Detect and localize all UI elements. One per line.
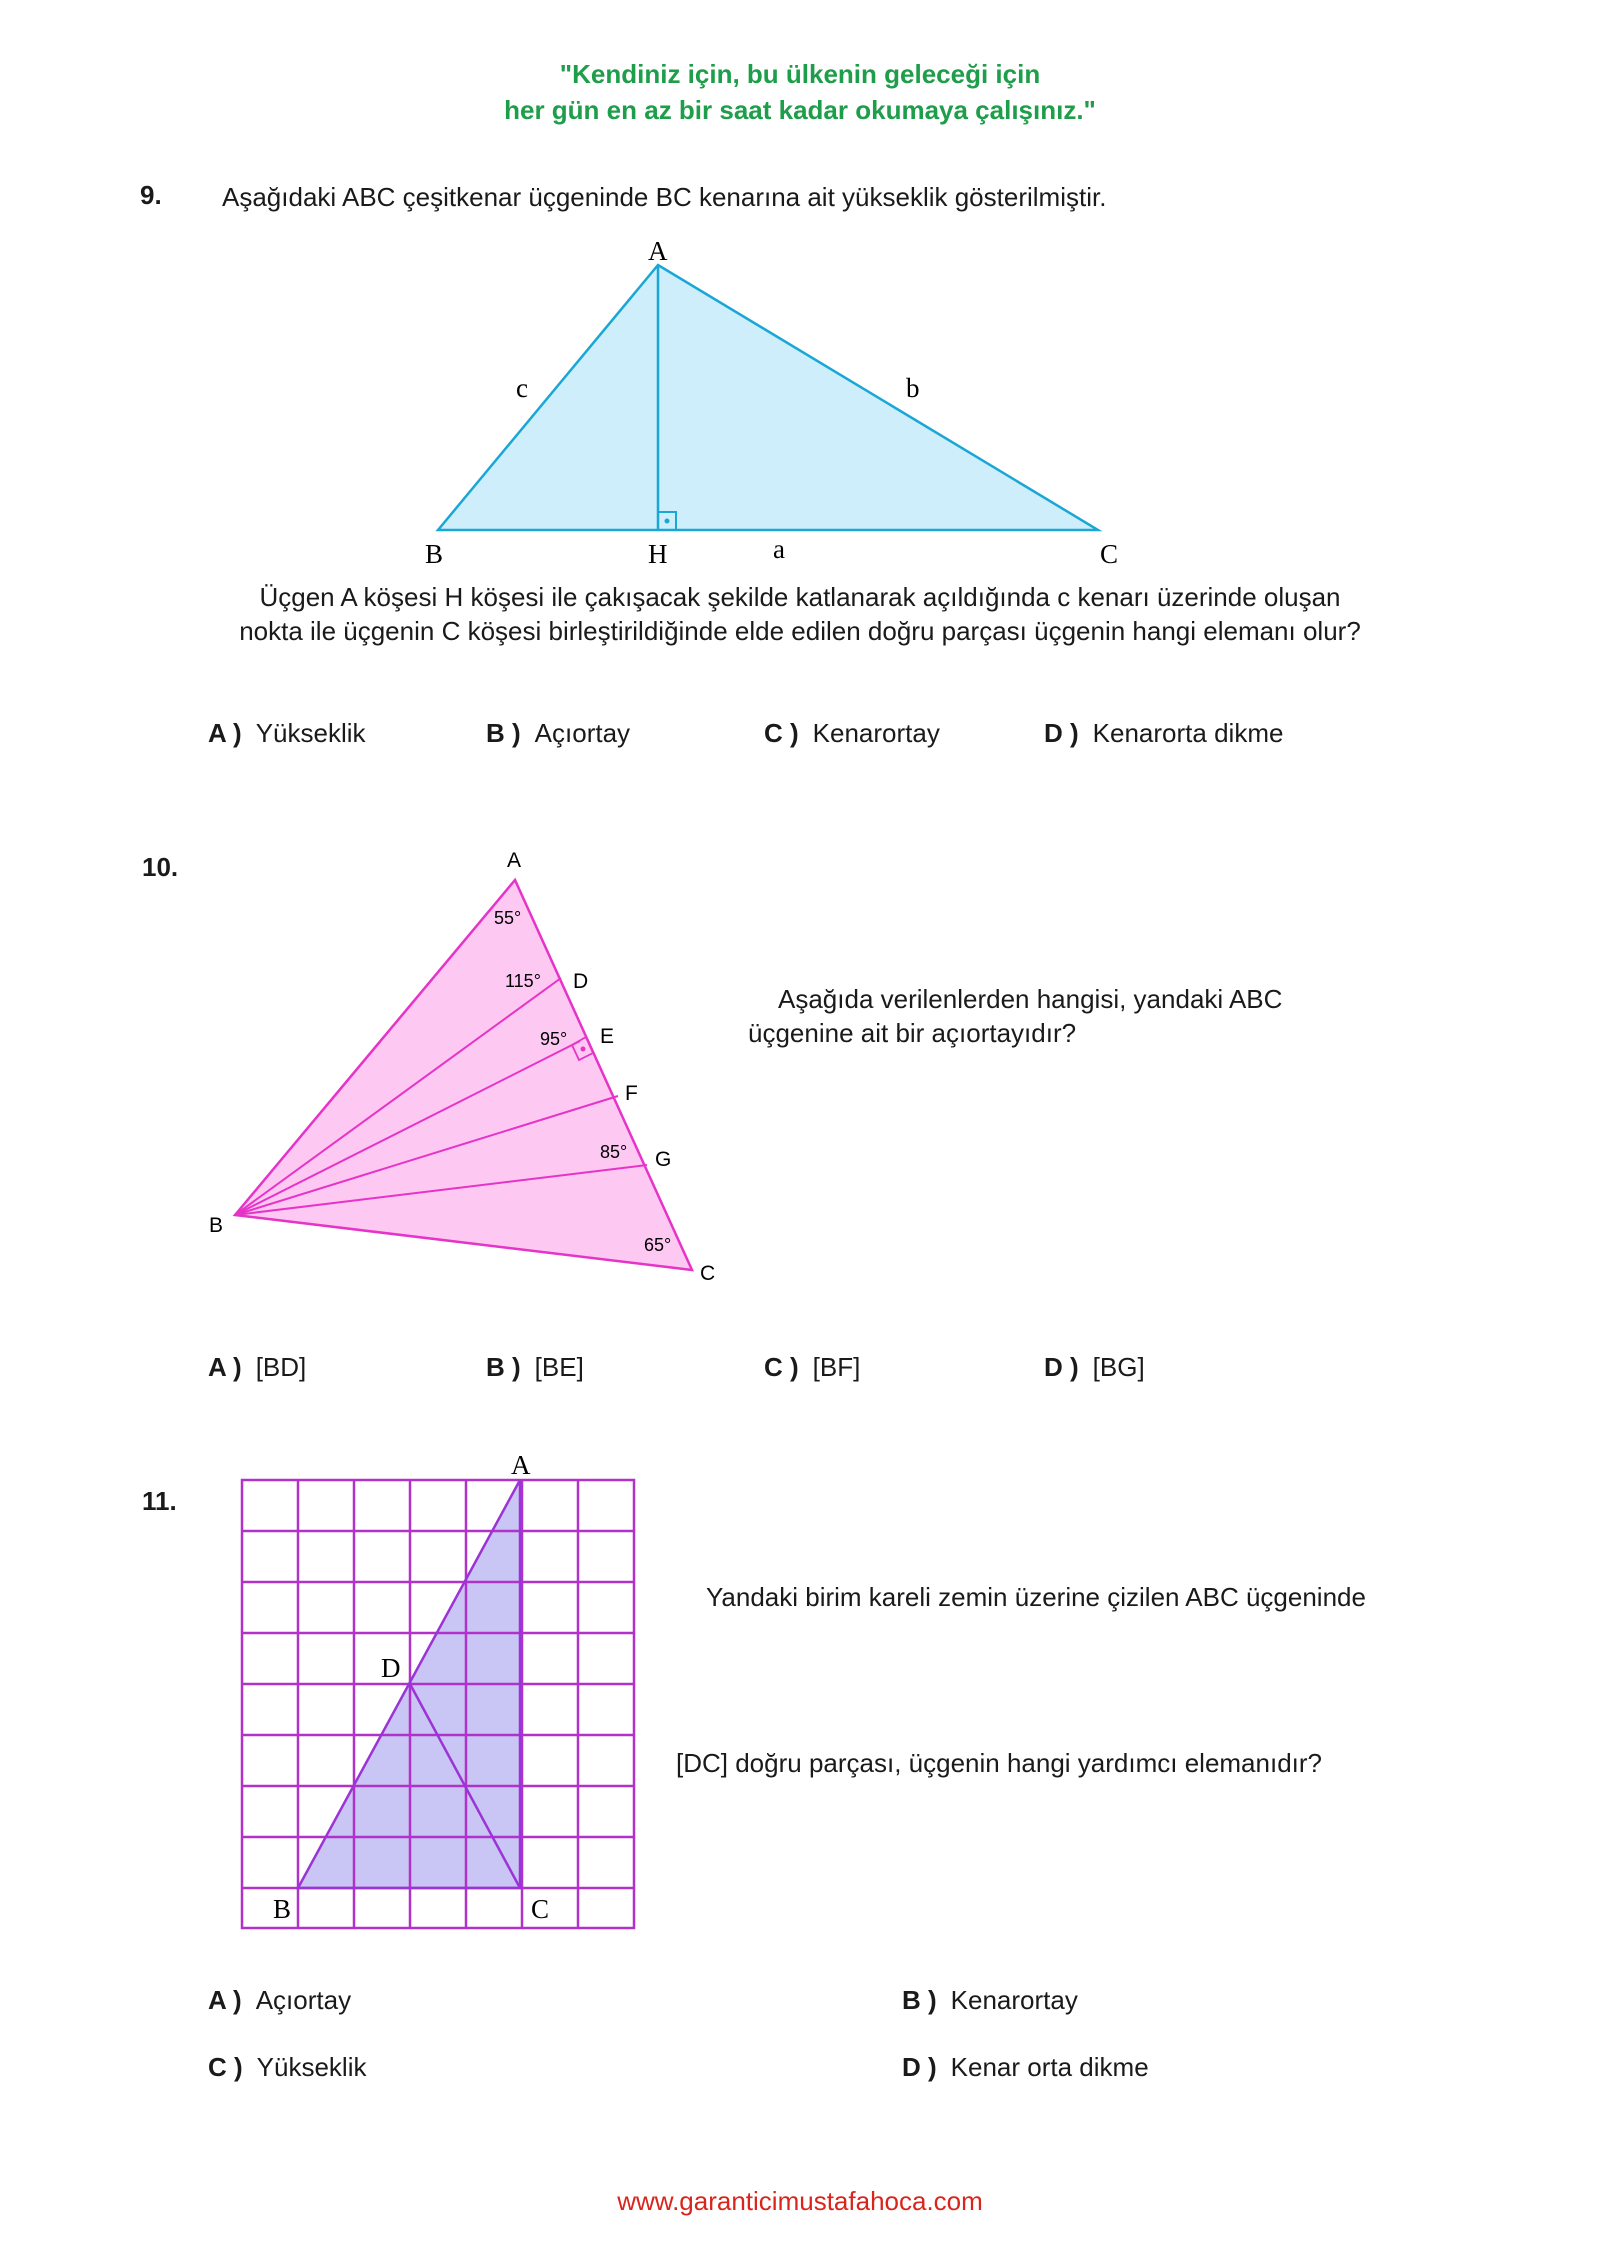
q9-option-d-key: D ) bbox=[1044, 718, 1079, 748]
q9-option-c-text: Kenarortay bbox=[812, 718, 940, 748]
triangle-abc bbox=[235, 880, 692, 1270]
angle-95: 95° bbox=[540, 1029, 568, 1049]
q9-option-c-key: C ) bbox=[764, 718, 799, 748]
q11-option-b-key: B ) bbox=[902, 1985, 937, 2015]
question-10-number: 10. bbox=[142, 852, 179, 882]
angle-85: 85° bbox=[600, 1142, 628, 1162]
right-angle-dot bbox=[665, 519, 670, 524]
q11-option-d[interactable] bbox=[902, 2052, 1149, 2083]
label-c: C bbox=[1100, 539, 1119, 569]
label-b: B bbox=[273, 1894, 292, 1924]
triangle-abc bbox=[438, 265, 1098, 530]
label-c: C bbox=[700, 1262, 716, 1285]
question-9-body-line-2: nokta ile üçgenin C köşesi birleştirildiğinde elde edilen doğru parçası üçgenin hangi elemanı olur? bbox=[239, 616, 1361, 646]
angle-55: 55° bbox=[494, 908, 522, 928]
label-d: D bbox=[381, 1653, 401, 1683]
label-b: B bbox=[209, 1214, 224, 1237]
q9-option-c[interactable] bbox=[764, 718, 940, 749]
q10-option-b[interactable] bbox=[486, 1352, 584, 1383]
label-side-a: a bbox=[773, 534, 785, 564]
question-9-body-line-1: Üçgen A köşesi H köşesi ile çakışacak şekilde katlanarak açıldığında c kenarı üzerinde oluşan bbox=[259, 582, 1341, 612]
q11-option-b[interactable] bbox=[902, 1985, 1078, 2016]
q11-option-d-text: Kenar orta dikme bbox=[950, 2052, 1149, 2082]
q10-option-a[interactable] bbox=[208, 1352, 306, 1383]
q9-option-d[interactable] bbox=[1044, 718, 1283, 749]
angle-115: 115° bbox=[505, 971, 541, 991]
q9-option-a-text: Yükseklik bbox=[255, 718, 366, 748]
q11-option-a-key: A ) bbox=[208, 1985, 242, 2015]
q10-option-c-key: C ) bbox=[764, 1352, 799, 1382]
q10-option-b-text: [BE] bbox=[534, 1352, 584, 1382]
q10-option-b-key: B ) bbox=[486, 1352, 521, 1382]
q11-option-c-key: C ) bbox=[208, 2052, 243, 2082]
q9-option-b-text: Açıortay bbox=[534, 718, 631, 748]
q10-option-d[interactable] bbox=[1044, 1352, 1145, 1383]
question-9-text: Aşağıdaki ABC çeşitkenar üçgeninde BC kenarına ait yükseklik gösterilmiştir. bbox=[222, 182, 1107, 212]
label-c: C bbox=[531, 1894, 550, 1924]
q9-option-b-key: B ) bbox=[486, 718, 521, 748]
label-f: F bbox=[625, 1082, 638, 1105]
label-d: D bbox=[573, 970, 589, 993]
label-a: A bbox=[511, 1450, 531, 1480]
label-side-c: c bbox=[516, 373, 528, 403]
q11-option-c-text: Yükseklik bbox=[256, 2052, 367, 2082]
question-11-number: 11. bbox=[142, 1486, 177, 1516]
q11-option-b-text: Kenarortay bbox=[950, 1985, 1078, 2015]
q9-option-a-key: A ) bbox=[208, 718, 242, 748]
q10-option-c-text: [BF] bbox=[812, 1352, 861, 1382]
label-g: G bbox=[655, 1148, 672, 1171]
q9-option-a[interactable] bbox=[208, 718, 366, 749]
label-h: H bbox=[648, 539, 668, 569]
label-e: E bbox=[600, 1025, 615, 1048]
question-9-figure bbox=[0, 230, 1600, 570]
q10-option-a-key: A ) bbox=[208, 1352, 242, 1382]
q11-option-c[interactable] bbox=[208, 2052, 367, 2083]
question-10-text-line-2: üçgenine ait bir açıortayıdır? bbox=[748, 1018, 1077, 1048]
q9-option-d-text: Kenarorta dikme bbox=[1092, 718, 1284, 748]
angle-65: 65° bbox=[644, 1235, 672, 1255]
q9-option-b[interactable] bbox=[486, 718, 630, 749]
question-10-figure bbox=[0, 840, 760, 1300]
q11-option-d-key: D ) bbox=[902, 2052, 937, 2082]
q10-option-c[interactable] bbox=[764, 1352, 860, 1383]
label-b: B bbox=[425, 539, 444, 569]
question-11-text-line-1: Yandaki birim kareli zemin üzerine çizilen ABC üçgeninde bbox=[706, 1582, 1366, 1612]
right-angle-dot bbox=[581, 1047, 586, 1052]
motto-line-1: "Kendiniz için, bu ülkenin geleceği için bbox=[559, 59, 1041, 89]
q10-option-d-text: [BG] bbox=[1092, 1352, 1145, 1382]
q11-option-a[interactable] bbox=[208, 1985, 351, 2016]
question-11-figure bbox=[0, 1440, 700, 1950]
question-10-text-line-1: Aşağıda verilenlerden hangisi, yandaki ABC bbox=[778, 984, 1283, 1014]
label-a: A bbox=[507, 849, 522, 872]
q10-option-a-text: [BD] bbox=[255, 1352, 307, 1382]
label-side-b: b bbox=[906, 373, 920, 403]
motto-line-2: her gün en az bir saat kadar okumaya çalışınız." bbox=[504, 95, 1096, 125]
question-9-number: 9. bbox=[140, 180, 162, 210]
question-11-text-line-2: [DC] doğru parçası, üçgenin hangi yardımcı elemanıdır? bbox=[676, 1748, 1323, 1778]
q10-option-d-key: D ) bbox=[1044, 1352, 1079, 1382]
q11-option-a-text: Açıortay bbox=[255, 1985, 352, 2015]
label-a: A bbox=[648, 236, 668, 266]
footer-url-link[interactable]: www.garanticimustafahoca.com bbox=[617, 2186, 983, 2216]
